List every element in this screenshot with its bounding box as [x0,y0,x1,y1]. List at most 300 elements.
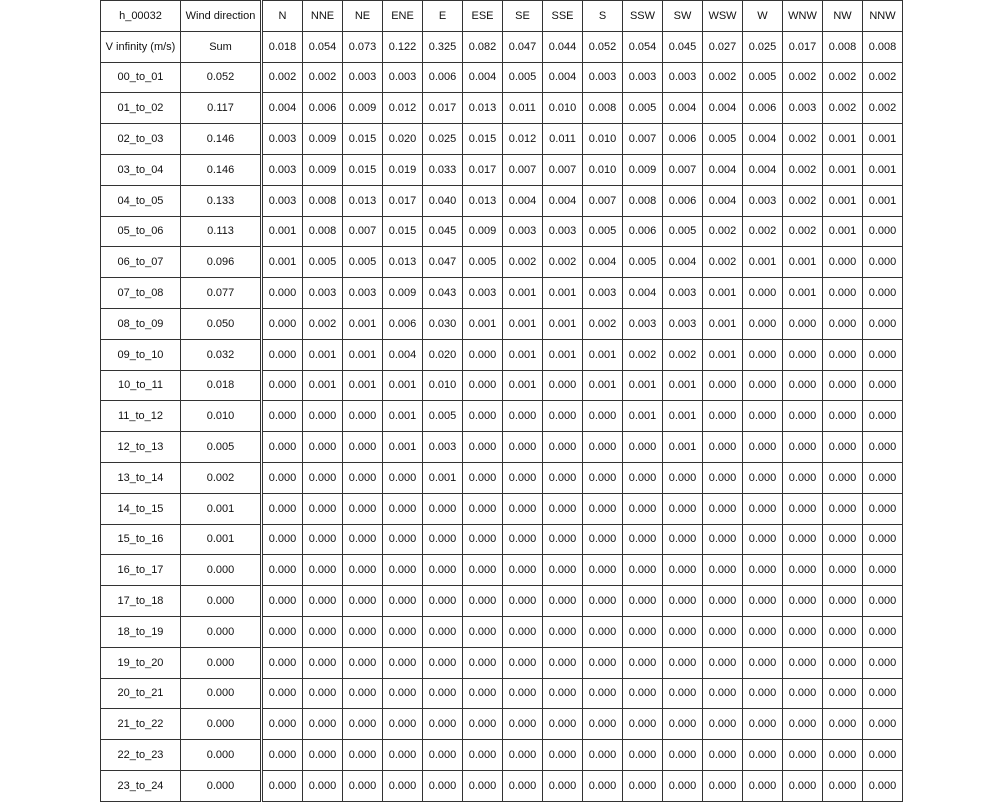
frequency-cell: 0.000 [743,308,783,339]
frequency-cell: 0.000 [463,647,503,678]
frequency-cell: 0.000 [583,432,623,463]
frequency-cell: 0.000 [383,462,423,493]
table-row [101,401,903,432]
frequency-cell: 0.000 [303,740,343,771]
frequency-cell: 0.000 [543,586,583,617]
frequency-cell: 0.001 [623,401,663,432]
frequency-cell: 0.000 [383,770,423,801]
frequency-cell: 0.000 [623,740,663,771]
frequency-cell: 0.000 [863,462,903,493]
frequency-cell: 0.000 [503,647,543,678]
frequency-cell: 0.000 [743,432,783,463]
frequency-cell: 0.000 [263,709,303,740]
frequency-cell: 0.002 [303,62,343,93]
frequency-cell: 0.011 [543,124,583,155]
speed-bin-label: 02_to_03 [101,124,181,155]
speed-header: V infinity (m/s) [101,31,181,62]
frequency-cell: 0.001 [303,370,343,401]
frequency-cell: 0.000 [303,524,343,555]
frequency-cell: 0.002 [543,247,583,278]
frequency-cell: 0.000 [383,709,423,740]
frequency-cell: 0.000 [543,709,583,740]
frequency-cell: 0.000 [343,586,383,617]
table-row [101,493,903,524]
frequency-cell: 0.000 [383,524,423,555]
frequency-cell: 0.006 [423,62,463,93]
frequency-cell: 0.000 [863,339,903,370]
frequency-cell: 0.000 [663,740,703,771]
frequency-cell: 0.005 [343,247,383,278]
table-row [101,370,903,401]
frequency-cell: 0.000 [583,524,623,555]
frequency-cell: 0.000 [383,493,423,524]
frequency-cell: 0.000 [703,432,743,463]
direction-header-row [101,1,903,32]
frequency-cell: 0.000 [823,709,863,740]
frequency-cell: 0.008 [303,185,343,216]
frequency-cell: 0.000 [583,616,623,647]
frequency-cell: 0.043 [423,278,463,309]
frequency-cell: 0.000 [543,616,583,647]
frequency-cell: 0.005 [583,216,623,247]
frequency-cell: 0.000 [783,432,823,463]
frequency-cell: 0.002 [863,62,903,93]
frequency-cell: 0.000 [423,770,463,801]
table-row [101,216,903,247]
frequency-cell: 0.003 [623,308,663,339]
frequency-cell: 0.000 [263,493,303,524]
frequency-cell: 0.000 [503,462,543,493]
direction-total-cell: 0.073 [343,31,383,62]
frequency-cell: 0.000 [623,462,663,493]
speed-bin-label: 18_to_19 [101,616,181,647]
frequency-cell: 0.000 [703,555,743,586]
speed-bin-label: 15_to_16 [101,524,181,555]
frequency-cell: 0.005 [623,247,663,278]
frequency-cell: 0.000 [463,740,503,771]
frequency-cell: 0.002 [263,62,303,93]
frequency-cell: 0.000 [343,462,383,493]
speed-bin-label: 03_to_04 [101,154,181,185]
frequency-cell: 0.001 [863,124,903,155]
frequency-cell: 0.000 [583,709,623,740]
frequency-cell: 0.000 [543,678,583,709]
frequency-cell: 0.000 [863,555,903,586]
frequency-cell: 0.002 [783,124,823,155]
direction-header-cell: WSW [703,1,743,32]
direction-header-cell: S [583,1,623,32]
frequency-cell: 0.001 [343,370,383,401]
direction-header-cell: SSE [543,1,583,32]
frequency-cell: 0.002 [703,62,743,93]
direction-total-cell: 0.325 [423,31,463,62]
direction-total-cell: 0.052 [583,31,623,62]
frequency-cell: 0.000 [583,586,623,617]
table-body [101,1,903,802]
row-sum-cell: 0.000 [181,616,261,647]
frequency-cell: 0.000 [583,462,623,493]
frequency-cell: 0.001 [783,278,823,309]
table-row [101,278,903,309]
table-row [101,432,903,463]
frequency-cell: 0.000 [743,709,783,740]
frequency-cell: 0.000 [783,524,823,555]
frequency-cell: 0.000 [863,216,903,247]
speed-bin-label: 21_to_22 [101,709,181,740]
frequency-cell: 0.000 [423,524,463,555]
frequency-cell: 0.000 [583,401,623,432]
frequency-cell: 0.000 [583,555,623,586]
frequency-cell: 0.000 [783,616,823,647]
frequency-cell: 0.000 [303,432,343,463]
frequency-cell: 0.001 [543,278,583,309]
speed-bin-label: 09_to_10 [101,339,181,370]
frequency-cell: 0.004 [503,185,543,216]
row-sum-cell: 0.000 [181,647,261,678]
frequency-cell: 0.000 [863,647,903,678]
row-sum-cell: 0.146 [181,124,261,155]
frequency-cell: 0.000 [823,740,863,771]
direction-total-cell: 0.047 [503,31,543,62]
frequency-cell: 0.000 [463,709,503,740]
frequency-cell: 0.000 [463,616,503,647]
frequency-cell: 0.002 [823,93,863,124]
frequency-cell: 0.010 [423,370,463,401]
row-sum-cell: 0.005 [181,432,261,463]
frequency-cell: 0.004 [623,278,663,309]
frequency-cell: 0.005 [663,216,703,247]
frequency-cell: 0.001 [663,432,703,463]
frequency-cell: 0.004 [703,93,743,124]
frequency-cell: 0.003 [583,278,623,309]
frequency-cell: 0.000 [863,678,903,709]
frequency-cell: 0.009 [343,93,383,124]
frequency-cell: 0.000 [343,616,383,647]
frequency-cell: 0.002 [623,339,663,370]
frequency-cell: 0.000 [503,524,543,555]
frequency-cell: 0.000 [383,678,423,709]
frequency-cell: 0.000 [623,555,663,586]
row-sum-cell: 0.018 [181,370,261,401]
frequency-cell: 0.006 [663,185,703,216]
row-sum-cell: 0.117 [181,93,261,124]
wind-frequency-table [100,0,903,802]
frequency-cell: 0.000 [823,370,863,401]
direction-header-cell: WNW [783,1,823,32]
frequency-cell: 0.000 [823,524,863,555]
frequency-cell: 0.000 [703,586,743,617]
frequency-cell: 0.000 [463,678,503,709]
frequency-cell: 0.000 [783,308,823,339]
direction-total-cell: 0.008 [863,31,903,62]
direction-header-cell: SE [503,1,543,32]
frequency-cell: 0.000 [703,647,743,678]
frequency-cell: 0.000 [463,432,503,463]
row-sum-cell: 0.000 [181,740,261,771]
frequency-cell: 0.001 [823,124,863,155]
frequency-cell: 0.000 [423,586,463,617]
frequency-cell: 0.002 [303,308,343,339]
direction-total-cell: 0.054 [303,31,343,62]
frequency-cell: 0.000 [343,647,383,678]
frequency-cell: 0.003 [423,432,463,463]
frequency-cell: 0.001 [503,339,543,370]
frequency-cell: 0.000 [543,555,583,586]
frequency-cell: 0.020 [383,124,423,155]
frequency-cell: 0.000 [703,493,743,524]
frequency-cell: 0.000 [303,555,343,586]
row-sum-cell: 0.077 [181,278,261,309]
table-row [101,770,903,801]
frequency-cell: 0.001 [503,278,543,309]
frequency-cell: 0.000 [623,616,663,647]
frequency-cell: 0.000 [263,308,303,339]
frequency-cell: 0.001 [343,339,383,370]
frequency-cell: 0.004 [383,339,423,370]
frequency-cell: 0.001 [543,339,583,370]
table-row [101,647,903,678]
frequency-cell: 0.005 [623,93,663,124]
frequency-cell: 0.000 [263,740,303,771]
frequency-cell: 0.000 [663,462,703,493]
frequency-cell: 0.000 [863,709,903,740]
row-sum-cell: 0.096 [181,247,261,278]
frequency-cell: 0.017 [463,154,503,185]
frequency-cell: 0.000 [503,740,543,771]
direction-total-cell: 0.027 [703,31,743,62]
table-row [101,124,903,155]
table-row [101,308,903,339]
frequency-cell: 0.000 [823,647,863,678]
row-sum-cell: 0.000 [181,678,261,709]
frequency-cell: 0.000 [343,678,383,709]
row-sum-cell: 0.050 [181,308,261,339]
frequency-cell: 0.007 [343,216,383,247]
frequency-cell: 0.000 [743,740,783,771]
frequency-cell: 0.003 [743,185,783,216]
totals-row [101,31,903,62]
frequency-cell: 0.000 [863,247,903,278]
frequency-cell: 0.000 [783,401,823,432]
frequency-cell: 0.017 [423,93,463,124]
frequency-cell: 0.005 [743,62,783,93]
frequency-cell: 0.001 [423,462,463,493]
frequency-cell: 0.006 [743,93,783,124]
frequency-cell: 0.004 [743,154,783,185]
frequency-cell: 0.000 [303,709,343,740]
speed-bin-label: 04_to_05 [101,185,181,216]
frequency-cell: 0.008 [303,216,343,247]
frequency-cell: 0.001 [663,370,703,401]
frequency-cell: 0.003 [263,124,303,155]
frequency-cell: 0.009 [623,154,663,185]
frequency-cell: 0.013 [383,247,423,278]
frequency-cell: 0.004 [543,185,583,216]
frequency-cell: 0.000 [663,709,703,740]
frequency-cell: 0.003 [263,154,303,185]
frequency-cell: 0.003 [623,62,663,93]
direction-header-cell: ESE [463,1,503,32]
frequency-cell: 0.000 [743,401,783,432]
direction-total-cell: 0.017 [783,31,823,62]
frequency-cell: 0.000 [423,740,463,771]
frequency-cell: 0.008 [623,185,663,216]
frequency-cell: 0.000 [343,555,383,586]
frequency-cell: 0.000 [383,647,423,678]
frequency-cell: 0.000 [543,770,583,801]
frequency-cell: 0.000 [263,555,303,586]
frequency-cell: 0.000 [743,370,783,401]
frequency-cell: 0.001 [343,308,383,339]
frequency-cell: 0.003 [263,185,303,216]
direction-header-cell: W [743,1,783,32]
frequency-cell: 0.004 [703,185,743,216]
frequency-cell: 0.004 [583,247,623,278]
frequency-cell: 0.000 [263,524,303,555]
frequency-cell: 0.017 [383,185,423,216]
frequency-cell: 0.005 [703,124,743,155]
frequency-cell: 0.003 [663,62,703,93]
frequency-cell: 0.007 [543,154,583,185]
frequency-cell: 0.000 [503,678,543,709]
frequency-cell: 0.000 [423,616,463,647]
frequency-cell: 0.000 [823,308,863,339]
frequency-cell: 0.000 [303,493,343,524]
frequency-cell: 0.000 [503,616,543,647]
frequency-cell: 0.000 [263,278,303,309]
frequency-cell: 0.000 [423,647,463,678]
direction-header-cell: N [263,1,303,32]
frequency-cell: 0.006 [623,216,663,247]
frequency-cell: 0.006 [663,124,703,155]
frequency-cell: 0.000 [503,709,543,740]
speed-bin-label: 17_to_18 [101,586,181,617]
frequency-cell: 0.045 [423,216,463,247]
frequency-cell: 0.000 [303,586,343,617]
frequency-cell: 0.006 [383,308,423,339]
direction-total-cell: 0.122 [383,31,423,62]
frequency-cell: 0.000 [623,647,663,678]
table-row [101,462,903,493]
frequency-cell: 0.012 [503,124,543,155]
frequency-cell: 0.000 [783,709,823,740]
frequency-cell: 0.000 [343,493,383,524]
frequency-cell: 0.000 [783,462,823,493]
frequency-cell: 0.000 [863,432,903,463]
frequency-cell: 0.000 [863,278,903,309]
frequency-cell: 0.001 [783,247,823,278]
frequency-cell: 0.015 [343,154,383,185]
frequency-cell: 0.000 [463,401,503,432]
frequency-cell: 0.002 [783,154,823,185]
frequency-cell: 0.000 [703,709,743,740]
frequency-cell: 0.000 [863,770,903,801]
table-row [101,339,903,370]
frequency-cell: 0.000 [623,586,663,617]
frequency-cell: 0.000 [863,586,903,617]
frequency-cell: 0.000 [303,462,343,493]
frequency-cell: 0.000 [343,740,383,771]
frequency-cell: 0.003 [543,216,583,247]
speed-bin-label: 23_to_24 [101,770,181,801]
frequency-cell: 0.003 [503,216,543,247]
direction-header-cell: E [423,1,463,32]
frequency-cell: 0.002 [743,216,783,247]
table-title: h_00032 [101,1,181,32]
frequency-cell: 0.013 [463,185,503,216]
direction-header-cell: NW [823,1,863,32]
frequency-cell: 0.000 [543,647,583,678]
frequency-cell: 0.000 [263,770,303,801]
speed-bin-label: 08_to_09 [101,308,181,339]
frequency-cell: 0.000 [463,586,503,617]
frequency-cell: 0.000 [863,616,903,647]
frequency-cell: 0.000 [623,432,663,463]
frequency-cell: 0.000 [503,586,543,617]
direction-total-cell: 0.018 [263,31,303,62]
frequency-cell: 0.000 [423,678,463,709]
frequency-cell: 0.000 [703,678,743,709]
frequency-cell: 0.030 [423,308,463,339]
frequency-cell: 0.007 [623,124,663,155]
frequency-cell: 0.000 [543,370,583,401]
row-sum-cell: 0.010 [181,401,261,432]
frequency-cell: 0.004 [703,154,743,185]
speed-bin-label: 07_to_08 [101,278,181,309]
frequency-cell: 0.000 [863,493,903,524]
frequency-cell: 0.000 [663,647,703,678]
frequency-cell: 0.015 [383,216,423,247]
frequency-cell: 0.004 [543,62,583,93]
speed-bin-label: 13_to_14 [101,462,181,493]
frequency-cell: 0.000 [503,555,543,586]
direction-total-cell: 0.008 [823,31,863,62]
frequency-cell: 0.000 [663,678,703,709]
frequency-cell: 0.004 [743,124,783,155]
frequency-cell: 0.000 [623,678,663,709]
frequency-cell: 0.001 [703,339,743,370]
frequency-cell: 0.007 [503,154,543,185]
row-sum-cell: 0.001 [181,493,261,524]
frequency-cell: 0.010 [583,124,623,155]
frequency-cell: 0.000 [743,616,783,647]
frequency-cell: 0.000 [743,678,783,709]
row-sum-cell: 0.000 [181,586,261,617]
direction-total-cell: 0.045 [663,31,703,62]
frequency-cell: 0.000 [343,524,383,555]
frequency-cell: 0.000 [783,370,823,401]
frequency-cell: 0.000 [583,770,623,801]
direction-total-cell: 0.025 [743,31,783,62]
frequency-cell: 0.000 [743,278,783,309]
frequency-cell: 0.002 [783,185,823,216]
frequency-cell: 0.000 [503,432,543,463]
direction-total-cell: 0.054 [623,31,663,62]
frequency-cell: 0.019 [383,154,423,185]
frequency-cell: 0.003 [303,278,343,309]
table-row [101,62,903,93]
frequency-cell: 0.001 [743,247,783,278]
frequency-cell: 0.000 [463,770,503,801]
frequency-cell: 0.000 [263,401,303,432]
frequency-cell: 0.001 [863,185,903,216]
speed-bin-label: 10_to_11 [101,370,181,401]
speed-bin-label: 19_to_20 [101,647,181,678]
frequency-cell: 0.000 [703,524,743,555]
frequency-cell: 0.015 [343,124,383,155]
frequency-cell: 0.001 [703,308,743,339]
table-row [101,678,903,709]
